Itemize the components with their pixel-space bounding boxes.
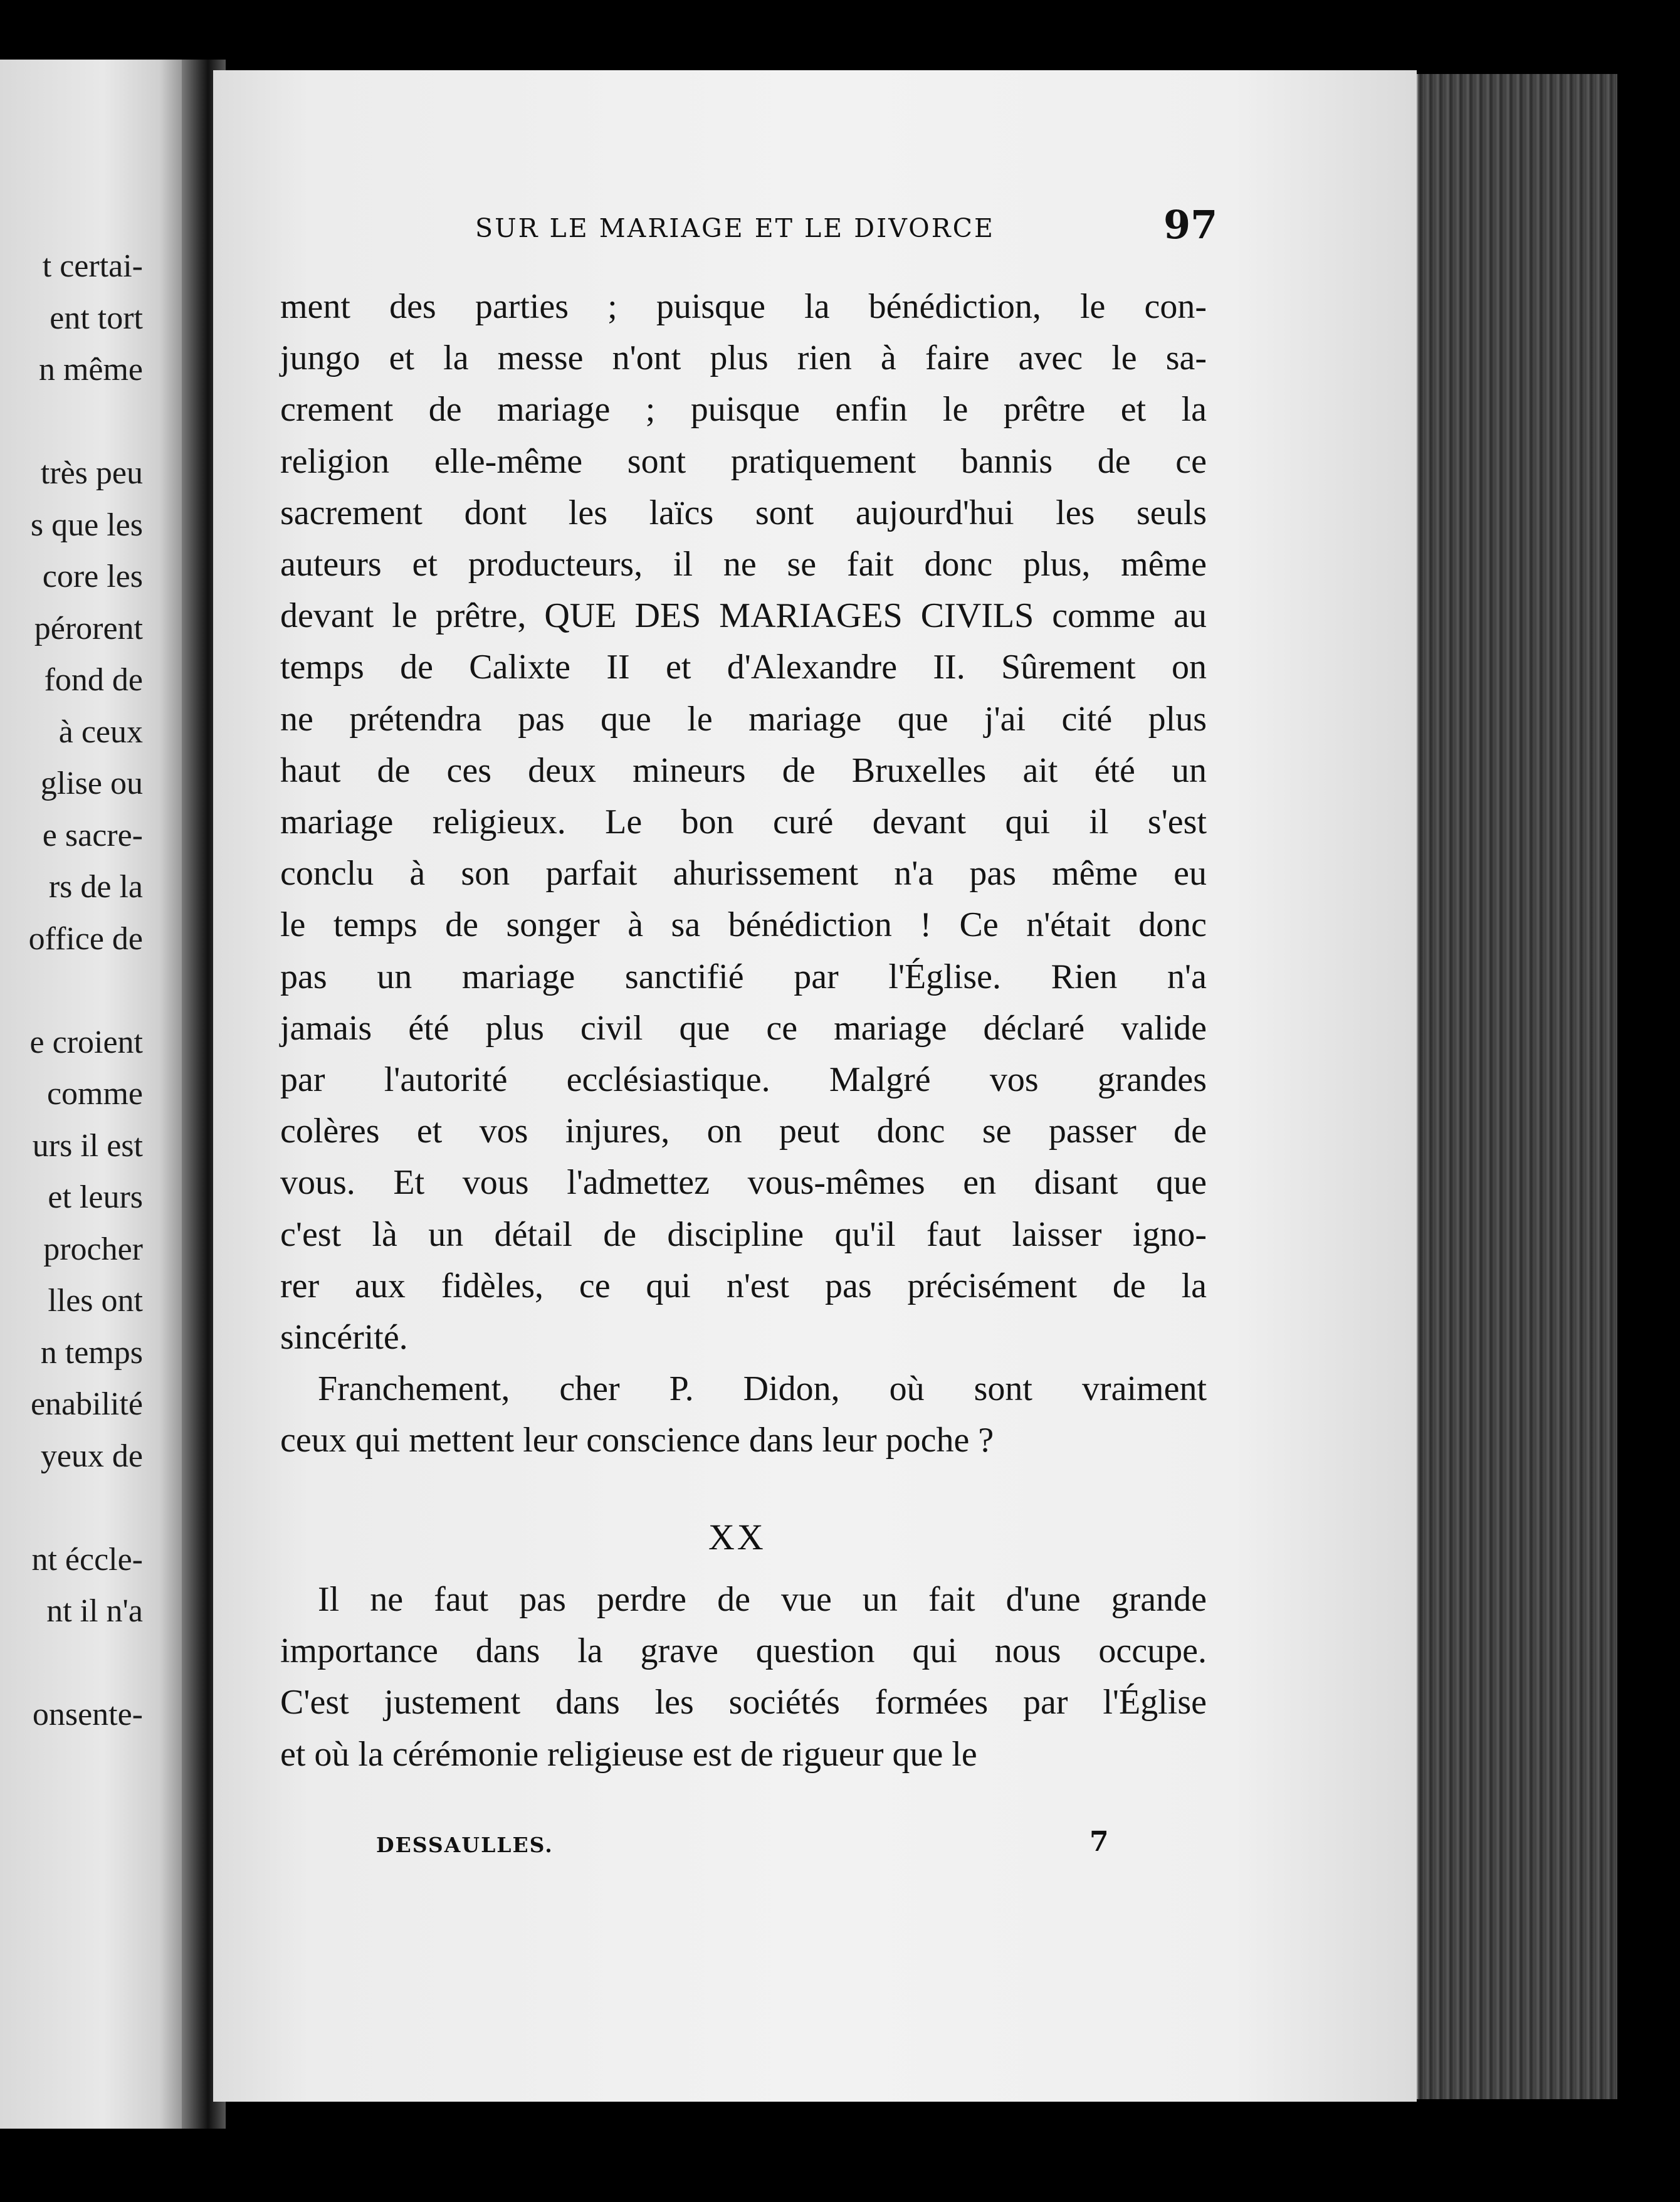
previous-page-line: lles ont [48, 1283, 143, 1319]
text-line: C'est justement dans les sociétés formées par l'Église [280, 1683, 1207, 1722]
signature-mark: DESSAULLES. [376, 1833, 554, 1857]
text-line: jungo et la messe n'ont plus rien à faire avec le sa- [280, 339, 1207, 378]
previous-page-line: urs il est [32, 1127, 143, 1164]
text-line: ne prétendra pas que le mariage que j'ai cité plus [280, 699, 1207, 739]
text-line: ceux qui mettent leur conscience dans leur poche ? [280, 1421, 994, 1460]
text-line: devant le prêtre, QUE DES MARIAGES CIVILS comme au [280, 596, 1207, 636]
text-line: vous. Et vous l'admettez vous-mêmes en disant que [280, 1163, 1207, 1203]
previous-page-line: nt il n'a [46, 1593, 143, 1629]
previous-page-line: glise ou [40, 766, 143, 801]
text-line: importance dans la grave question qui nous occupe. [280, 1631, 1207, 1671]
previous-page-line: enabilité [30, 1386, 143, 1422]
previous-page-line: comme [46, 1076, 143, 1112]
text-line: Il ne faut pas perdre de vue un fait d'une grande [318, 1580, 1207, 1619]
previous-page-line: à ceux [58, 714, 143, 750]
previous-page-line: t certai- [42, 248, 143, 284]
text-line: Franchement, cher P. Didon, où sont vraiment [318, 1369, 1207, 1409]
previous-page-line: fond de [44, 662, 143, 698]
previous-page-line: office de [28, 920, 143, 957]
text-line: auteurs et producteurs, il ne se fait donc plus, même [280, 545, 1207, 584]
text-line: mariage religieux. Le bon curé devant qui il s'est [280, 803, 1207, 841]
text-line: jamais été plus civil que ce mariage déclaré valide [280, 1008, 1207, 1048]
text-line: le temps de songer à sa bénédiction ! Ce n'était donc [280, 905, 1207, 945]
running-title: SUR LE MARIAGE ET LE DIVORCE [475, 213, 995, 243]
text-line: religion elle-même sont pratiquement bannis de ce [280, 441, 1207, 481]
previous-page-line: core les [42, 559, 143, 594]
previous-page-line: onsente- [32, 1697, 143, 1732]
previous-page-line: pérorent [34, 610, 143, 646]
text-line: ment des parties ; puisque la bénédiction, le con- [280, 287, 1207, 326]
previous-page-line: ent tort [50, 300, 143, 336]
previous-page-line: e croient [29, 1024, 143, 1060]
previous-page-line: n temps [40, 1334, 143, 1371]
previous-page-line: rs de la [48, 869, 143, 905]
section-heading: XX [708, 1517, 766, 1557]
text-line: haut de ces deux mineurs de Bruxelles ait été un [280, 751, 1207, 790]
text-line: sacrement dont les laïcs sont aujourd'hui les seuls [280, 493, 1207, 532]
text-line: pas un mariage sanctifié par l'Église. Rien n'a [280, 957, 1207, 996]
previous-page-line: très peu [40, 455, 143, 491]
signature-number: 7 [1089, 1826, 1109, 1858]
page-number: 97 [1163, 202, 1218, 248]
previous-page-line: nt éccle- [31, 1541, 143, 1578]
text-line: colères et vos injures, on peut donc se passer de [280, 1112, 1207, 1151]
text-line: crement de mariage ; puisque enfin le prêtre et la [280, 390, 1207, 429]
previous-page-line: n même [38, 352, 143, 387]
text-line: c'est là un détail de discipline qu'il faut laisser igno- [280, 1214, 1207, 1254]
text-line: temps de Calixte II et d'Alexandre II. Sûrement on [280, 648, 1207, 687]
text-line: et où la cérémonie religieuse est de rigueur que le [280, 1734, 977, 1774]
previous-page-line: procher [43, 1231, 143, 1267]
text-line: conclu à son parfait ahurissement n'a pas même eu [280, 854, 1207, 893]
previous-page-line: et leurs [48, 1179, 143, 1215]
previous-page-line: yeux de [40, 1438, 143, 1474]
previous-page-fragment [0, 60, 188, 2129]
previous-page-line: e sacre- [42, 817, 143, 853]
text-line: sincérité. [280, 1318, 408, 1357]
text-line: par l'autorité ecclésiastique. Malgré vos grandes [280, 1060, 1207, 1099]
previous-page-line: s que les [30, 507, 143, 543]
page-edge-stack [1404, 74, 1617, 2099]
text-line: rer aux fidèles, ce qui n'est pas précisément de la [280, 1266, 1207, 1305]
